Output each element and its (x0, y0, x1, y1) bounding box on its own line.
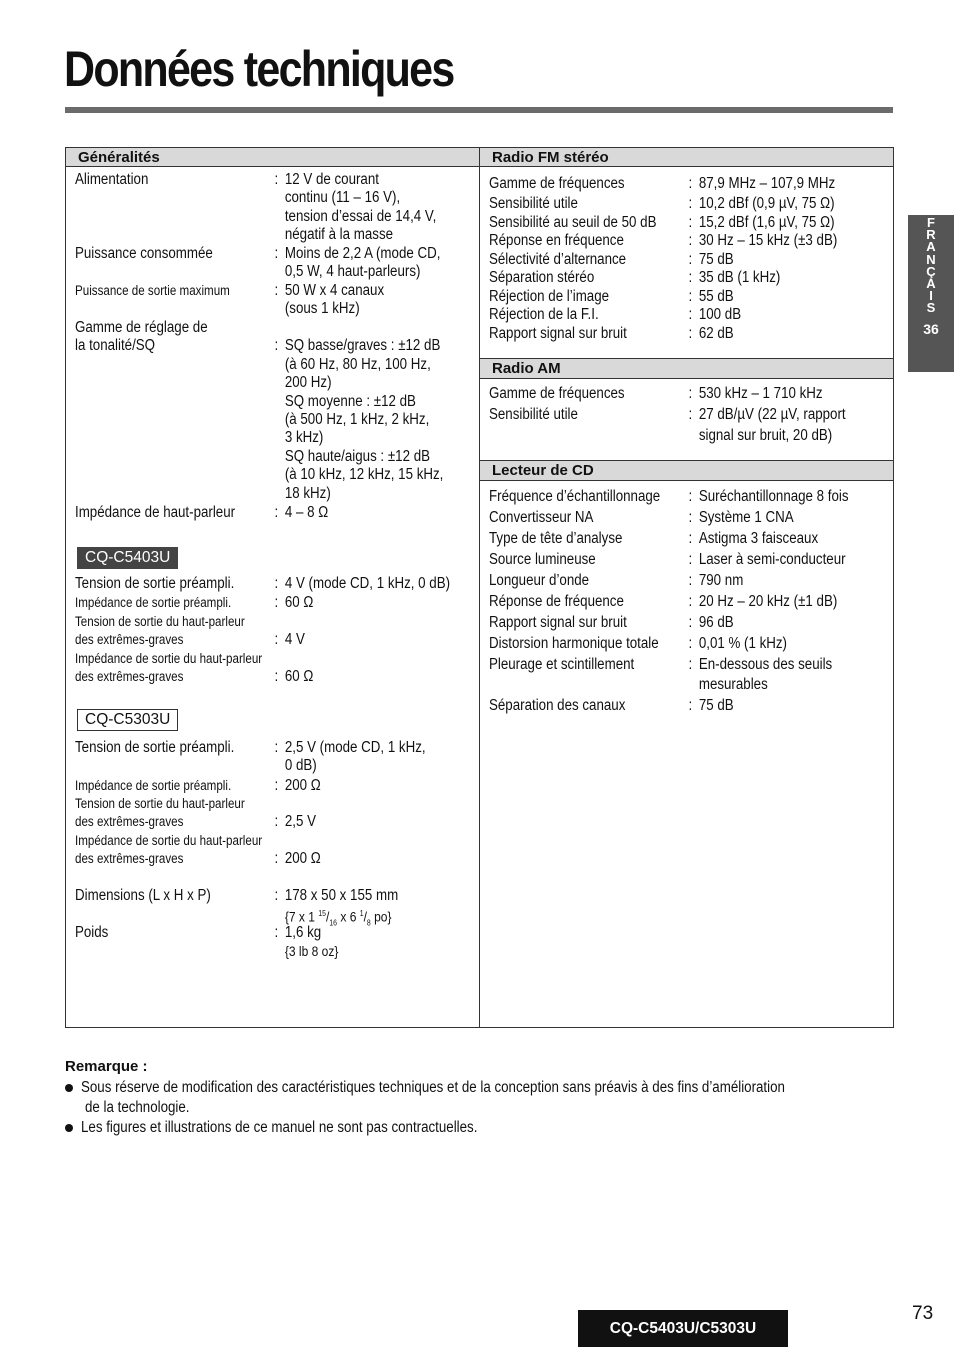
fraction-numerator: 1 (359, 909, 364, 919)
colon: : (274, 504, 279, 521)
spec-label: Séparation des canaux (489, 697, 626, 714)
spec-value: 60 Ω (284, 594, 314, 611)
spec-label: Sensibilité utile (489, 406, 578, 423)
spec-value: 200 Ω (284, 777, 321, 794)
spec-label: Tension de sortie du haut-parleur (75, 614, 245, 629)
spec-label: Tension de sortie préampli. (75, 575, 235, 592)
title-rule (65, 107, 893, 113)
colon: : (274, 739, 279, 756)
section-header-cd: Lecteur de CD (480, 460, 893, 481)
spec-value: 75 dB (698, 250, 734, 268)
spec-value: En-dessous des seuils (698, 656, 833, 673)
colon: : (688, 406, 693, 423)
spec-value: négatif à la masse (284, 226, 394, 244)
spec-value: SQ moyenne : ±12 dB (284, 392, 416, 410)
spec-label: Sensibilité utile (489, 195, 578, 212)
tab-letter: F (927, 215, 935, 230)
spec-value: signal sur bruit, 20 dB) (698, 427, 833, 444)
spec-value: 62 dB (698, 324, 734, 342)
colon: : (688, 287, 693, 305)
colon: : (688, 572, 693, 589)
colon: : (274, 668, 279, 686)
spec-label: Convertisseur NA (489, 509, 594, 526)
colon: : (688, 488, 693, 505)
remark-item-continuation: de la technologie. (85, 1099, 190, 1116)
spec-value: Suréchantillonnage 8 fois (698, 488, 849, 505)
spec-label: des extrêmes-graves (75, 814, 184, 830)
spec-label: Impédance de sortie du haut-parleur (75, 833, 263, 848)
spec-label: Rapport signal sur bruit (489, 324, 627, 342)
colon: : (274, 777, 279, 794)
spec-value: 50 W x 4 canaux (284, 282, 385, 299)
spec-label: Gamme de fréquences (489, 175, 625, 192)
spec-value: {3 lb 8 oz} (284, 943, 339, 960)
bullet-icon (65, 1084, 73, 1092)
spec-value: Moins de 2,2 A (mode CD, (284, 245, 441, 262)
spec-value: SQ haute/aigus : ±12 dB (284, 447, 431, 465)
spec-value: 178 x 50 x 155 mm (284, 887, 399, 904)
section-header-am: Radio AM (480, 358, 893, 379)
section-header-fm: Radio FM stéréo (480, 148, 893, 167)
spec-value: 75 dB (698, 697, 734, 714)
spec-value: 55 dB (698, 287, 734, 305)
tab-letter: A (926, 276, 936, 292)
colon: : (274, 337, 279, 355)
spec-label: Impédance de sortie préampli. (75, 595, 232, 610)
spec-value: 27 dB/µV (22 µV, rapport (698, 406, 846, 423)
spec-value: 20 Hz – 20 kHz (±1 dB) (698, 593, 838, 610)
spec-label: Gamme de fréquences (489, 385, 625, 402)
spec-value: 100 dB (698, 306, 742, 323)
spec-value: Système 1 CNA (698, 509, 794, 526)
spec-label: Réponse de fréquence (489, 593, 624, 610)
spec-label: des extrêmes-graves (75, 669, 184, 685)
dim-part: po} (370, 909, 392, 926)
model-badge-c5403u: CQ-C5403U (77, 547, 178, 569)
spec-value: 87,9 MHz – 107,9 MHz (698, 175, 836, 192)
colon: : (688, 324, 693, 342)
colon: : (688, 385, 693, 402)
page-number: 73 (912, 1303, 934, 1324)
colon: : (688, 509, 693, 526)
spec-value: (à 10 kHz, 12 kHz, 15 kHz, (284, 466, 444, 484)
section-header-generalites: Généralités (66, 148, 479, 167)
spec-label: la tonalité/SQ (75, 337, 156, 355)
colon: : (688, 175, 693, 192)
colon: : (274, 594, 279, 611)
spec-value: 200 Ω (284, 850, 321, 868)
spec-label: Dimensions (L x H x P) (75, 887, 211, 904)
remark-item: Les figures et illustrations de ce manuel ne sont pas contractuelles. (81, 1119, 478, 1136)
spec-value: Astigma 3 faisceaux (698, 530, 819, 547)
remark-title: Remarque : (65, 1058, 148, 1075)
language-letters (908, 215, 954, 315)
spec-value: 15,2 dBf (1,6 µV, 75 Ω) (698, 213, 835, 231)
spec-label: Distorsion harmonique totale (489, 635, 659, 652)
spec-label: Poids (75, 924, 109, 941)
spec-value: 96 dB (698, 614, 734, 631)
model-badge-c5303u: CQ-C5303U (77, 709, 178, 731)
spec-table (65, 147, 894, 1028)
colon: : (274, 575, 279, 592)
spec-value: 4 V (mode CD, 1 kHz, 0 dB) (284, 575, 451, 592)
spec-value: continu (11 – 16 V), (284, 189, 401, 207)
fraction-denominator: 16 (329, 918, 337, 928)
spec-label: Longueur d’onde (489, 572, 590, 589)
spec-label: Réponse en fréquence (489, 232, 624, 249)
spec-value: 790 nm (698, 572, 744, 589)
spec-value: 530 kHz – 1 710 kHz (698, 385, 823, 402)
spec-value: (à 60 Hz, 80 Hz, 100 Hz, (284, 355, 431, 373)
spec-label: Sélectivité d’alternance (489, 250, 627, 268)
colon: : (688, 551, 693, 568)
colon: : (688, 250, 693, 268)
spec-value: Laser à semi-conducteur (698, 551, 846, 568)
colon: : (688, 195, 693, 212)
spec-value: 18 kHz) (284, 484, 331, 502)
spec-label: Fréquence d’échantillonnage (489, 488, 661, 505)
spec-value: 35 dB (1 kHz) (698, 269, 781, 286)
dim-part: {7 x 1 (284, 909, 319, 926)
spec-value: 10,2 dBf (0,9 µV, 75 Ω) (698, 195, 835, 212)
column-divider (479, 148, 480, 1027)
tab-letter: Ç (926, 263, 936, 279)
tab-letter: S (926, 300, 936, 316)
remark-item: Sous réserve de modification des caractéristiques techniques et de la conception sans préavis à des fins d’amélioration (81, 1079, 785, 1096)
spec-label: Type de tête d’analyse (489, 530, 623, 547)
colon: : (274, 850, 279, 868)
spec-value: (sous 1 kHz) (284, 300, 360, 318)
colon: : (688, 697, 693, 714)
colon: : (274, 282, 279, 299)
colon: : (688, 530, 693, 547)
bullet-icon (65, 1124, 73, 1132)
spec-label: Impédance de haut-parleur (75, 504, 236, 521)
spec-label: Puissance consommée (75, 245, 213, 262)
spec-value: (à 500 Hz, 1 kHz, 2 kHz, (284, 411, 430, 428)
spec-label: Tension de sortie préampli. (75, 739, 235, 756)
spec-value: 60 Ω (284, 668, 314, 686)
colon: : (688, 593, 693, 610)
spec-label: Source lumineuse (489, 551, 596, 568)
spec-label: Puissance de sortie maximum (75, 283, 230, 298)
colon: : (688, 232, 693, 249)
colon: : (274, 631, 279, 649)
spec-value: 12 V de courant (284, 171, 379, 188)
tab-letter: R (926, 227, 936, 243)
spec-label: Tension de sortie du haut-parleur (75, 796, 245, 811)
spec-value-imperial: {7 x 1 $^{15}/_{16}$ x 6 $^1/_8$ po} (284, 909, 392, 928)
colon: : (688, 269, 693, 286)
colon: : (274, 245, 279, 262)
spec-label: Sensibilité au seuil de 50 dB (489, 213, 657, 231)
fraction-denominator: 8 (366, 918, 371, 928)
tab-letter: A (926, 239, 936, 255)
spec-value: 0,5 W, 4 haut-parleurs) (284, 263, 421, 281)
spec-label: Réjection de la F.I. (489, 306, 599, 323)
spec-label: Séparation stéréo (489, 269, 595, 286)
spec-value: 3 kHz) (284, 429, 324, 447)
spec-label: Impédance de sortie du haut-parleur (75, 651, 263, 666)
spec-value: SQ basse/graves : ±12 dB (284, 337, 441, 355)
spec-value: 2,5 V (284, 813, 316, 831)
section-number: 36 (923, 320, 939, 337)
spec-label: Rapport signal sur bruit (489, 614, 627, 631)
colon: : (688, 635, 693, 652)
colon: : (274, 813, 279, 831)
colon: : (274, 171, 279, 188)
spec-value: 1,6 kg (284, 924, 322, 941)
fraction-numerator: 15 (318, 909, 326, 919)
colon: : (274, 887, 279, 904)
colon: : (688, 213, 693, 231)
spec-value: 0,01 % (1 kHz) (698, 635, 788, 652)
footer-model-badge: CQ-C5403U/C5303U (578, 1310, 788, 1347)
language-side-tab (908, 215, 954, 372)
spec-value: 4 V (284, 631, 305, 649)
colon: : (688, 656, 693, 673)
spec-value: 2,5 V (mode CD, 1 kHz, (284, 739, 426, 756)
colon: : (688, 614, 693, 631)
spec-label: Impédance de sortie préampli. (75, 778, 232, 793)
page-title: Données techniques (64, 41, 454, 97)
spec-label: Gamme de réglage de (75, 319, 208, 336)
colon: : (688, 306, 693, 323)
spec-label: Pleurage et scintillement (489, 656, 635, 673)
spec-value: tension d’essai de 14,4 V, (284, 207, 437, 225)
spec-value: mesurables (698, 676, 768, 693)
spec-label: des extrêmes-graves (75, 851, 184, 867)
spec-value: 4 – 8 Ω (284, 504, 329, 521)
spec-value: 30 Hz – 15 kHz (±3 dB) (698, 232, 838, 249)
spec-value: 200 Hz) (284, 374, 332, 392)
spec-label: des extrêmes-graves (75, 632, 184, 648)
spec-value: 0 dB) (284, 757, 317, 775)
spec-label: Réjection de l’image (489, 287, 610, 305)
dim-part: x 6 (336, 909, 360, 926)
tab-letter: N (926, 251, 936, 267)
colon: : (274, 924, 279, 941)
tab-letter: I (929, 288, 933, 304)
spec-label: Alimentation (75, 171, 149, 188)
